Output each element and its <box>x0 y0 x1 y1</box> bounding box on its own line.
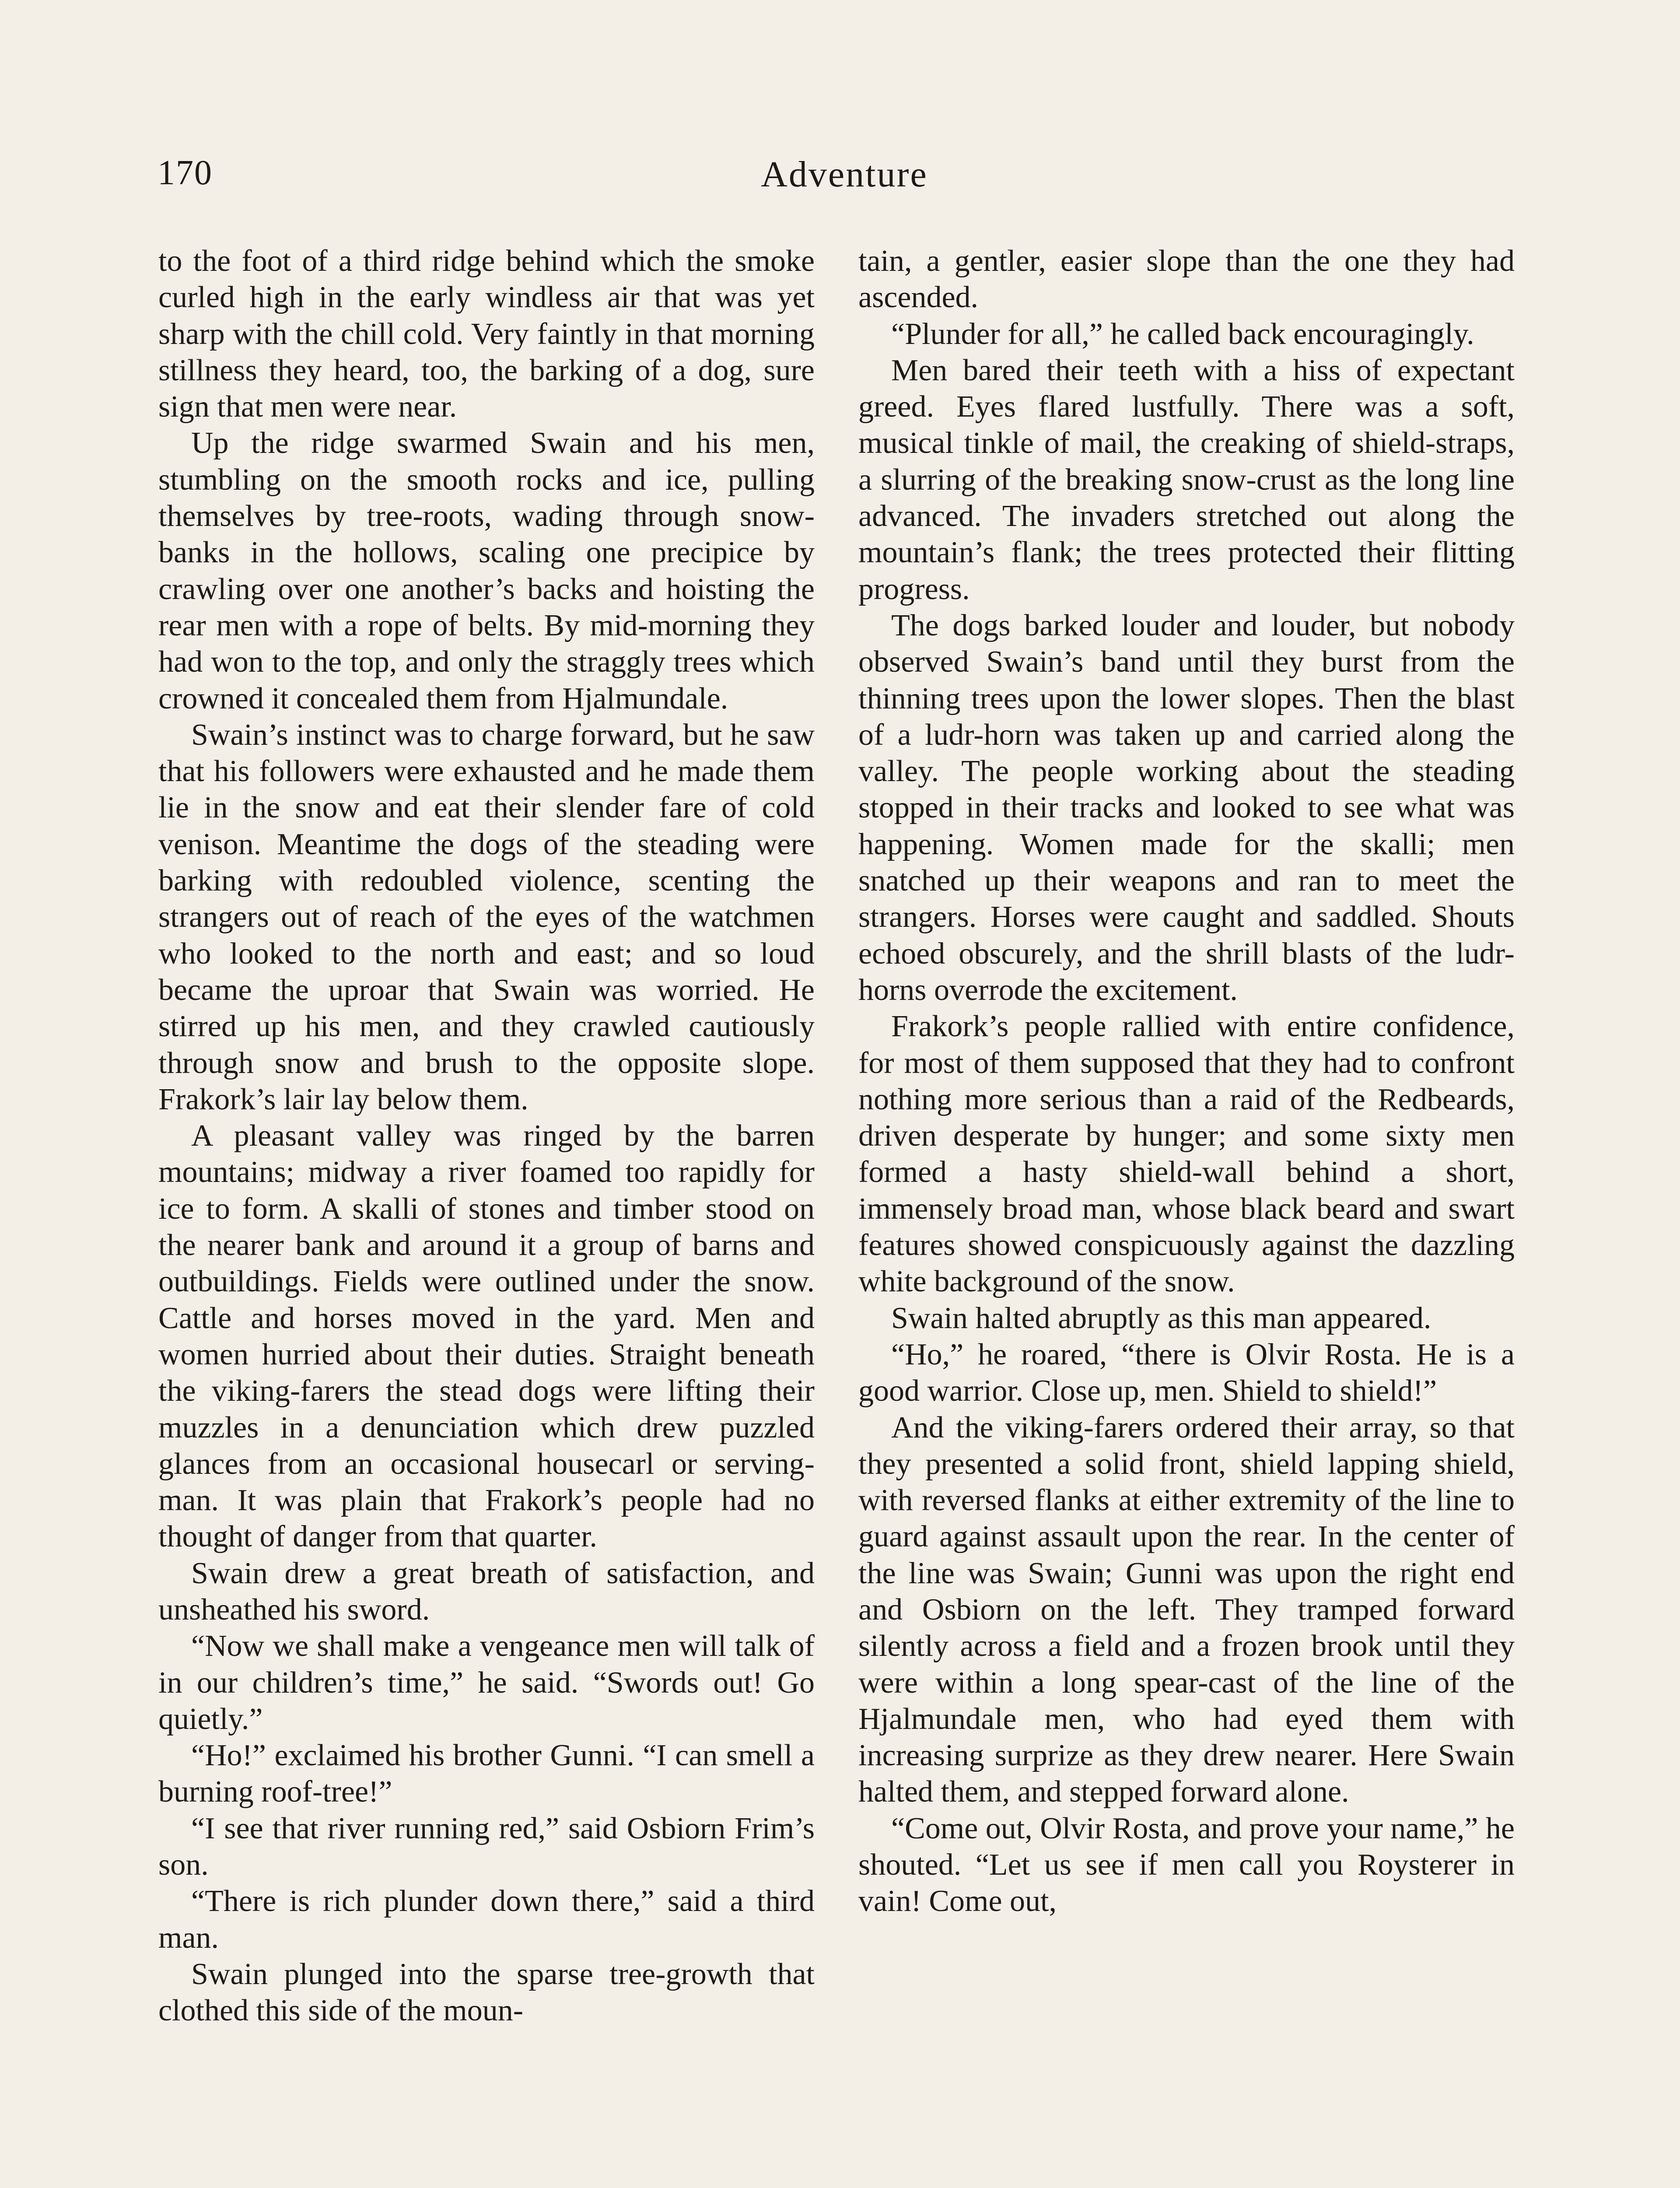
paragraph: Swain’s instinct was to charge forward, but he saw that his followers were exhausted and he made them lie in the snow and eat their slender fare of cold venison. Meantime the dogs of the steading were barking with redoubled violence, scenting the strangers out of reach of the eyes of the watchmen who looked to the north and east; and so loud became the uproar that Swain was worried. He stirred up his men, and they crawled cautiously through snow and brush to the opposite slope. Frakork’s lair lay below them. <box>158 718 815 1116</box>
paragraph: The dogs barked louder and louder, but nobody observed Swain’s band until they burst from the thinning trees upon the lower slopes. Then the blast of a ludr-horn was taken up and carried along the valley. The people working about the steading stopped in their tracks and looked to see what was happening. Women made for the skalli; men snatched up their weapons and ran to meet the strangers. Horses were caught and saddled. Shouts echoed obscurely, and the shrill blasts of the ludr-horns overrode the excitement. <box>858 608 1515 1007</box>
paragraph: Men bared their teeth with a hiss of expectant greed. Eyes flared lustfully. There was a soft, musical tinkle of mail, the creaking of shield-straps, a slurring of the breaking snow-crust as the long line advanced. The invaders stretched out along the mountain’s flank; the trees protected their flitting progress. <box>858 353 1515 606</box>
right-column <box>858 243 1515 1920</box>
running-title: Adventure <box>761 154 928 195</box>
paragraph: “Plunder for all,” he called back encouragingly. <box>891 317 1474 351</box>
paragraph: Swain plunged into the sparse tree-growth that clothed this side of the moun- <box>158 1957 815 2028</box>
left-column <box>158 243 815 2029</box>
page-number: 170 <box>158 154 213 192</box>
paragraph: “Come out, Olvir Rosta, and prove your name,” he shouted. “Let us see if men call you Roysterer in vain! Come out, <box>858 1811 1515 1918</box>
paragraph: “I see that river running red,” said Osbiorn Frim’s son. <box>158 1811 815 1882</box>
paragraph: “Now we shall make a vengeance men will talk of in our children’s time,” he said. “Swords out! Go quietly.” <box>158 1629 815 1736</box>
paragraph: Up the ridge swarmed Swain and his men, stumbling on the smooth rocks and ice, pulling themselves by tree-roots, wading through snow-banks in the hollows, scaling one precipice by crawling over one another’s backs and hoisting the rear men with a rope of belts. By mid-morning they had won to the top, and only the straggly trees which crowned it concealed them from Hjalmundale. <box>158 426 815 715</box>
paragraph: Swain halted abruptly as this man appeared. <box>891 1301 1432 1335</box>
paragraph: And the viking-farers ordered their array, so that they presented a solid front, shield lapping shield, with reversed flanks at either extremity of the line to guard against assault upon the rear. In the center of the line was Swain; Gunni was upon the right end and Osbiorn on the left. They tramped forward silently across a field and a frozen brook until they were within a long spear-cast of the line of the Hjalmundale men, who had eyed them with increasing surprize as they drew nearer. Here Swain halted them, and stepped forward alone. <box>858 1410 1515 1809</box>
paragraph: Swain drew a great breath of satisfaction, and unsheathed his sword. <box>158 1556 815 1627</box>
paragraph: “Ho!” exclaimed his brother Gunni. “I can smell a burning roof-tree!” <box>158 1739 815 1809</box>
paragraph: Frakork’s people rallied with entire confidence, for most of them supposed that they had to confront nothing more serious than a raid of the Redbeards, driven desperate by hunger; and some sixty men formed a hasty shield-wall behind a short, immensely broad man, whose black beard and swart features showed conspicuously against the dazzling white background of the snow. <box>858 1010 1515 1299</box>
paragraph: tain, a gentler, easier slope than the one they had ascended. <box>858 244 1515 315</box>
paragraph: “Ho,” he roared, “there is Olvir Rosta. He is a good warrior. Close up, men. Shield to shield!” <box>858 1337 1515 1408</box>
paragraph: to the foot of a third ridge behind which the smoke curled high in the early windless air that was yet sharp with the chill cold. Very faintly in that morning stillness they heard, too, the barking of a dog, sure sign that men were near. <box>158 244 815 424</box>
page-header <box>158 144 1531 214</box>
paragraph: “There is rich plunder down there,” said a third man. <box>158 1884 815 1955</box>
paragraph: A pleasant valley was ringed by the barren mountains; midway a river foamed too rapidly for ice to form. A skalli of stones and timber stood on the nearer bank and around it a group of barns and outbuildings. Fields were outlined under the snow. Cattle and horses moved in the yard. Men and women hurried about their duties. Straight beneath the viking-farers the stead dogs were lifting their muzzles in a denunciation which drew puzzled glances from an occasional housecarl or serving-man. It was plain that Frakork’s people had no thought of danger from that quarter. <box>158 1119 815 1554</box>
